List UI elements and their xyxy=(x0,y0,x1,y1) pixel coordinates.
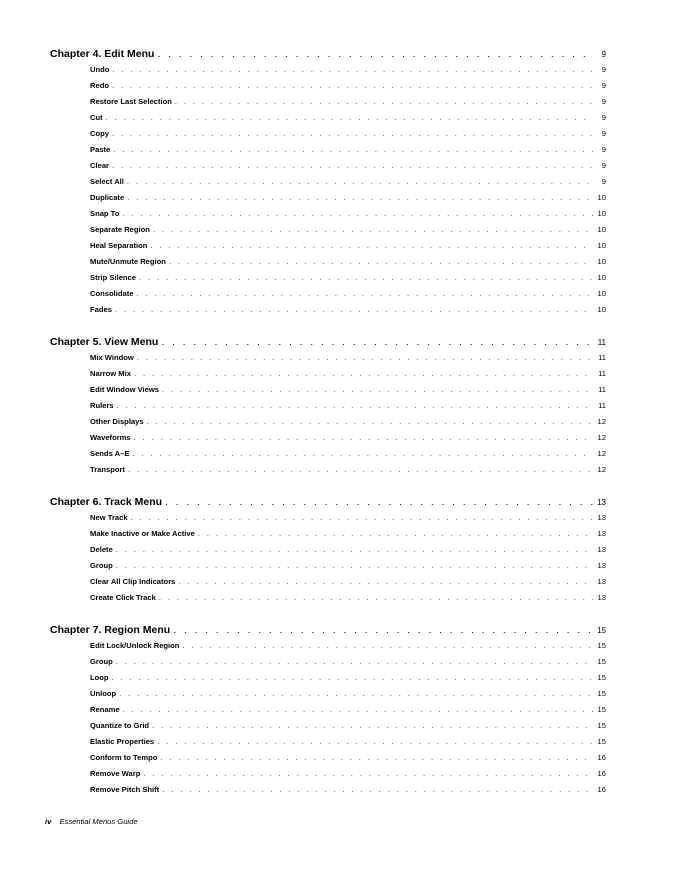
dot-leader xyxy=(147,414,593,430)
dot-leader xyxy=(162,382,593,398)
page-folio: iv xyxy=(45,817,52,826)
toc-entry-page-number: 10 xyxy=(597,289,606,298)
toc-entry[interactable] xyxy=(90,366,606,382)
dot-leader xyxy=(139,270,593,286)
toc-entry[interactable] xyxy=(90,542,606,558)
toc-entry[interactable] xyxy=(90,222,606,238)
toc-entry[interactable] xyxy=(90,382,606,398)
toc-entry-page-number: 9 xyxy=(601,161,606,170)
toc-entry-title: Loop xyxy=(90,673,109,682)
toc-entry[interactable] xyxy=(90,718,606,734)
toc-entry[interactable] xyxy=(90,462,606,478)
toc-entry-title: Other Displays xyxy=(90,417,144,426)
toc-entry-title: Elastic Properties xyxy=(90,737,155,746)
chapter-heading-page-number: 11 xyxy=(597,338,606,347)
toc-entry[interactable] xyxy=(90,238,606,254)
toc-entry[interactable] xyxy=(90,286,606,302)
toc-entry-page-number: 10 xyxy=(597,209,606,218)
dot-leader xyxy=(115,302,593,318)
toc-entry-page-number: 9 xyxy=(601,113,606,122)
toc-entry-page-number: 13 xyxy=(597,529,606,538)
dot-leader xyxy=(116,654,593,670)
dot-leader xyxy=(123,702,593,718)
toc-entry-title: Narrow Mix xyxy=(90,369,131,378)
toc-entry-page-number: 12 xyxy=(597,449,606,458)
toc-entry[interactable] xyxy=(90,766,606,782)
toc-entry-title: Waveforms xyxy=(90,433,131,442)
toc-entry[interactable] xyxy=(90,446,606,462)
dot-leader xyxy=(161,334,593,350)
toc-entry-title: Transport xyxy=(90,465,126,474)
dot-leader xyxy=(178,574,593,590)
chapter-heading-title: Chapter 6. Track Menu xyxy=(50,496,163,508)
toc-entry-title: Conform to Tempo xyxy=(90,753,158,762)
toc-entry-title: Sends A–E xyxy=(90,449,130,458)
toc-entry[interactable] xyxy=(90,62,606,78)
dot-leader xyxy=(134,430,593,446)
toc-entry-page-number: 13 xyxy=(597,513,606,522)
toc-entry-title: Strip Silence xyxy=(90,273,137,282)
toc-entry[interactable] xyxy=(90,110,606,126)
dot-leader xyxy=(113,142,593,158)
toc-entry[interactable] xyxy=(90,638,606,654)
toc-entry[interactable] xyxy=(90,270,606,286)
toc-entry[interactable] xyxy=(90,142,606,158)
toc-entry-page-number: 15 xyxy=(597,657,606,666)
toc-entry[interactable] xyxy=(90,190,606,206)
toc-entry-page-number: 15 xyxy=(597,737,606,746)
toc-entry-title: Remove Warp xyxy=(90,769,141,778)
toc-entry-title: Rename xyxy=(90,705,120,714)
toc-entry-title: Quantize to Grid xyxy=(90,721,150,730)
dot-leader xyxy=(119,686,593,702)
dot-leader xyxy=(175,94,593,110)
chapter-heading[interactable] xyxy=(50,622,606,638)
toc-entry[interactable] xyxy=(90,398,606,414)
dot-leader xyxy=(112,78,593,94)
toc-entry-title: Snap To xyxy=(90,209,120,218)
toc-entry-page-number: 10 xyxy=(597,241,606,250)
entry-list xyxy=(50,350,606,478)
toc-entry[interactable] xyxy=(90,350,606,366)
dot-leader xyxy=(127,174,593,190)
toc-entry-title: Edit Window Views xyxy=(90,385,159,394)
dot-leader xyxy=(157,46,593,62)
chapter-section xyxy=(50,46,606,318)
dot-leader xyxy=(127,190,593,206)
toc-entry-title: Group xyxy=(90,657,113,666)
dot-leader xyxy=(152,718,593,734)
toc-entry-title: Rulers xyxy=(90,401,114,410)
toc-entry[interactable] xyxy=(90,590,606,606)
chapter-heading-title: Chapter 7. Region Menu xyxy=(50,624,171,636)
toc-entry-page-number: 9 xyxy=(601,145,606,154)
chapter-heading[interactable] xyxy=(50,334,606,350)
toc-entry-title: Mix Window xyxy=(90,353,134,362)
toc-entry[interactable] xyxy=(90,302,606,318)
toc-entry-title: Heal Separation xyxy=(90,241,148,250)
toc-entry-page-number: 11 xyxy=(598,369,606,378)
toc-entry-page-number: 10 xyxy=(597,193,606,202)
toc-entry-page-number: 11 xyxy=(598,401,606,410)
toc-entry-title: Delete xyxy=(90,545,113,554)
toc-entry-page-number: 12 xyxy=(597,417,606,426)
toc-entry-page-number: 9 xyxy=(601,129,606,138)
toc-entry-title: Clear xyxy=(90,161,109,170)
toc-entry-title: New Track xyxy=(90,513,128,522)
toc-entry[interactable] xyxy=(90,254,606,270)
toc-entry-page-number: 12 xyxy=(597,465,606,474)
dot-leader xyxy=(117,398,593,414)
toc-entry-page-number: 13 xyxy=(597,593,606,602)
chapter-section xyxy=(50,494,606,606)
chapter-section xyxy=(50,622,606,798)
toc-entry-title: Remove Pitch Shift xyxy=(90,785,160,794)
table-of-contents xyxy=(50,46,606,814)
toc-entry-title: Create Click Track xyxy=(90,593,156,602)
toc-entry[interactable] xyxy=(90,510,606,526)
toc-entry[interactable] xyxy=(90,414,606,430)
toc-entry-page-number: 16 xyxy=(597,785,606,794)
toc-entry-page-number: 10 xyxy=(597,225,606,234)
toc-entry-page-number: 13 xyxy=(597,545,606,554)
toc-entry[interactable] xyxy=(90,430,606,446)
toc-entry[interactable] xyxy=(90,526,606,542)
toc-entry-title: Group xyxy=(90,561,113,570)
toc-entry-page-number: 15 xyxy=(597,705,606,714)
toc-entry[interactable] xyxy=(90,206,606,222)
toc-entry-page-number: 11 xyxy=(598,385,606,394)
dot-leader xyxy=(112,158,593,174)
dot-leader xyxy=(134,366,593,382)
toc-entry-title: Make Inactive or Make Active xyxy=(90,529,195,538)
toc-entry-page-number: 9 xyxy=(601,97,606,106)
toc-entry[interactable] xyxy=(90,654,606,670)
toc-entry-page-number: 13 xyxy=(597,577,606,586)
chapter-heading-title: Chapter 4. Edit Menu xyxy=(50,48,155,60)
toc-entry-page-number: 9 xyxy=(601,81,606,90)
page-footer xyxy=(45,817,138,826)
dot-leader xyxy=(106,110,593,126)
dot-leader xyxy=(132,446,593,462)
dot-leader xyxy=(198,526,593,542)
toc-entry-page-number: 9 xyxy=(601,65,606,74)
book-title: Essential Menus Guide xyxy=(59,817,138,826)
dot-leader xyxy=(112,670,593,686)
toc-entry-page-number: 9 xyxy=(601,177,606,186)
dot-leader xyxy=(153,222,593,238)
chapter-heading-page-number: 15 xyxy=(597,626,606,635)
toc-entry-title: Copy xyxy=(90,129,109,138)
toc-entry-title: Cut xyxy=(90,113,103,122)
toc-entry-title: Duplicate xyxy=(90,193,125,202)
toc-entry-title: Redo xyxy=(90,81,109,90)
dot-leader xyxy=(159,590,593,606)
chapter-heading-page-number: 13 xyxy=(597,498,606,507)
dot-leader xyxy=(137,350,593,366)
toc-entry-page-number: 10 xyxy=(597,257,606,266)
dot-leader xyxy=(112,62,593,78)
toc-entry-title: Consolidate xyxy=(90,289,134,298)
toc-entry[interactable] xyxy=(90,94,606,110)
toc-entry-title: Unloop xyxy=(90,689,117,698)
toc-entry[interactable] xyxy=(90,750,606,766)
toc-entry[interactable] xyxy=(90,126,606,142)
toc-entry[interactable] xyxy=(90,782,606,798)
toc-entry-page-number: 10 xyxy=(597,305,606,314)
toc-entry-page-number: 16 xyxy=(597,769,606,778)
dot-leader xyxy=(112,126,593,142)
dot-leader xyxy=(122,206,593,222)
chapter-heading-page-number: 9 xyxy=(601,50,606,59)
toc-entry-title: Restore Last Selection xyxy=(90,97,172,106)
dot-leader xyxy=(128,462,593,478)
toc-entry-title: Separate Region xyxy=(90,225,150,234)
toc-entry-page-number: 12 xyxy=(597,433,606,442)
dot-leader xyxy=(160,750,593,766)
toc-entry-title: Fades xyxy=(90,305,112,314)
dot-leader xyxy=(150,238,593,254)
toc-entry-title: Paste xyxy=(90,145,111,154)
chapter-section xyxy=(50,334,606,478)
toc-entry-page-number: 11 xyxy=(598,353,606,362)
toc-entry-page-number: 13 xyxy=(597,561,606,570)
entry-list xyxy=(50,62,606,318)
dot-leader xyxy=(143,766,593,782)
toc-entry[interactable] xyxy=(90,558,606,574)
toc-entry-page-number: 10 xyxy=(597,273,606,282)
toc-entry[interactable] xyxy=(90,702,606,718)
dot-leader xyxy=(136,286,593,302)
dot-leader xyxy=(182,638,593,654)
toc-entry[interactable] xyxy=(90,574,606,590)
toc-entry-title: Undo xyxy=(90,65,110,74)
dot-leader xyxy=(131,510,593,526)
entry-list xyxy=(50,638,606,798)
toc-entry-page-number: 15 xyxy=(597,641,606,650)
dot-leader xyxy=(165,494,593,510)
toc-entry-title: Select All xyxy=(90,177,124,186)
chapter-heading[interactable] xyxy=(50,46,606,62)
toc-entry-title: Edit Lock/Unlock Region xyxy=(90,641,180,650)
toc-entry[interactable] xyxy=(90,158,606,174)
dot-leader xyxy=(173,622,593,638)
dot-leader xyxy=(169,254,593,270)
dot-leader xyxy=(157,734,593,750)
chapter-heading-title: Chapter 5. View Menu xyxy=(50,336,159,348)
toc-entry[interactable] xyxy=(90,734,606,750)
toc-entry[interactable] xyxy=(90,686,606,702)
toc-entry[interactable] xyxy=(90,78,606,94)
toc-entry-page-number: 15 xyxy=(597,673,606,682)
dot-leader xyxy=(116,542,593,558)
toc-entry-page-number: 15 xyxy=(597,721,606,730)
dot-leader xyxy=(116,558,593,574)
entry-list xyxy=(50,510,606,606)
dot-leader xyxy=(162,782,593,798)
toc-entry-page-number: 16 xyxy=(597,753,606,762)
toc-entry-page-number: 15 xyxy=(597,689,606,698)
toc-entry-title: Mute/Unmute Region xyxy=(90,257,166,266)
toc-entry-title: Clear All Clip Indicators xyxy=(90,577,176,586)
toc-entry[interactable] xyxy=(90,174,606,190)
chapter-heading[interactable] xyxy=(50,494,606,510)
toc-entry[interactable] xyxy=(90,670,606,686)
